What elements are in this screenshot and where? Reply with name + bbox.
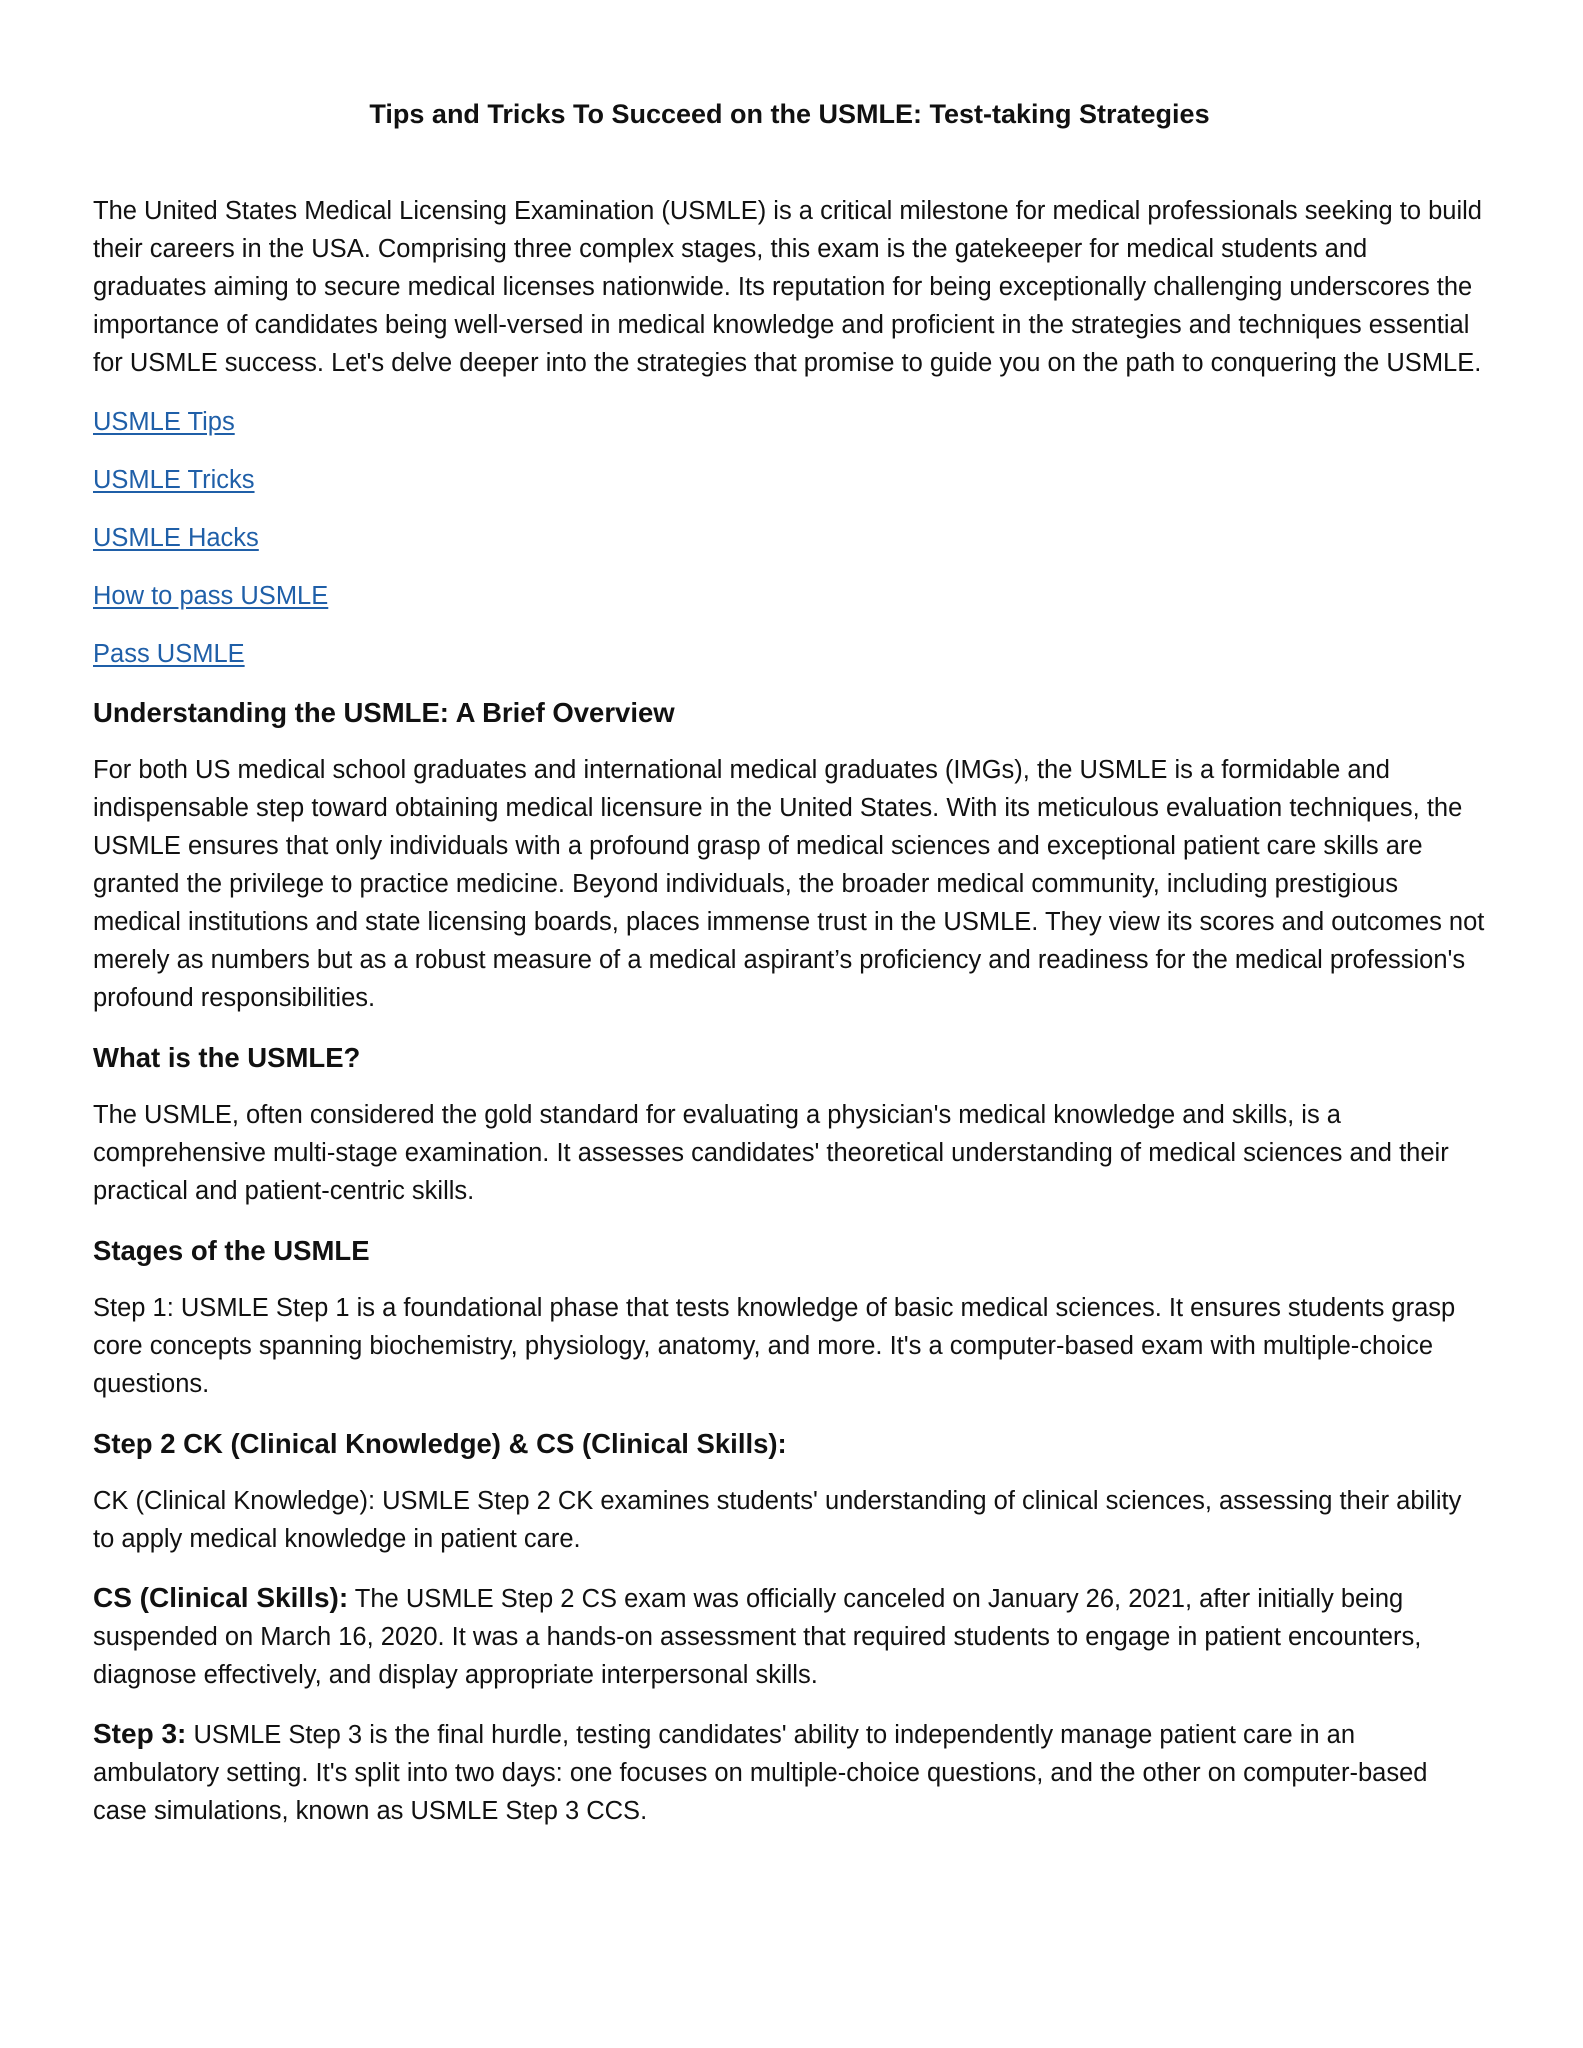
- step3-paragraph: [93, 1715, 1486, 1830]
- usmle-tricks-link[interactable]: USMLE Tricks: [93, 466, 255, 494]
- what-is-usmle-paragraph: The USMLE, often considered the gold standard for evaluating a physician's medical knowledge and skills, is a comprehensive multi-stage examination. It assesses candidates' theoretical understanding of medical sciences and their practical and patient-centric skills.: [93, 1101, 1449, 1205]
- document-title: Tips and Tricks To Succeed on the USMLE: Test-taking Strategies: [369, 99, 1210, 129]
- usmle-hacks-link[interactable]: USMLE Hacks: [93, 524, 259, 552]
- link-item: [93, 403, 1486, 441]
- step2-cs-label: CS (Clinical Skills):: [93, 1582, 349, 1613]
- step2-cs-paragraph: [93, 1579, 1486, 1694]
- stages-heading: Stages of the USMLE: [93, 1235, 370, 1266]
- step2-cs-body: The USMLE Step 2 CS exam was officially canceled on January 26, 2021, after initially being suspended on March 16, 2020. It was a hands-on assessment that required students to engage in patient encounters, diagnose effectively, and display appropriate interpersonal skills.: [93, 1585, 1422, 1689]
- usmle-tips-link[interactable]: USMLE Tips: [93, 408, 235, 436]
- link-item: [93, 577, 1486, 615]
- step3-body: USMLE Step 3 is the final hurdle, testing candidates' ability to independently manage patient care in an ambulatory setting. It's split into two days: one focuses on multiple-choice questions, and the other on computer-based case simulations, known as USMLE Step 3 CCS.: [93, 1721, 1428, 1825]
- link-item: [93, 519, 1486, 557]
- link-item: [93, 461, 1486, 499]
- link-item: [93, 635, 1486, 673]
- step1-paragraph: Step 1: USMLE Step 1 is a foundational phase that tests knowledge of basic medical sciences. It ensures students grasp core concepts spanning biochemistry, physiology, anatomy, and more. It's a computer-based exam with multiple-choice questions.: [93, 1294, 1456, 1398]
- step2-ck-paragraph: CK (Clinical Knowledge): USMLE Step 2 CK examines students' understanding of clinical sciences, assessing their ability to apply medical knowledge in patient care.: [93, 1487, 1462, 1553]
- related-links-list: [93, 403, 1486, 673]
- what-is-usmle-heading: What is the USMLE?: [93, 1042, 361, 1073]
- overview-paragraph: For both US medical school graduates and international medical graduates (IMGs), the USMLE is a formidable and indispensable step toward obtaining medical licensure in the United States. With its meticulous evaluation techniques, the USMLE ensures that only individuals with a profound grasp of medical sciences and exceptional patient care skills are granted the privilege to practice medicine. Beyond individuals, the broader medical community, including prestigious medical institutions and state licensing boards, places immense trust in the USMLE. They view its scores and outcomes not merely as numbers but as a robust measure of a medical aspirant’s proficiency and readiness for the medical profession's profound responsibilities.: [93, 756, 1485, 1012]
- step3-label: Step 3:: [93, 1718, 187, 1749]
- overview-heading: Understanding the USMLE: A Brief Overview: [93, 697, 675, 728]
- how-to-pass-usmle-link[interactable]: How to pass USMLE: [93, 582, 329, 610]
- step2-heading: Step 2 CK (Clinical Knowledge) & CS (Clinical Skills):: [93, 1428, 787, 1459]
- pass-usmle-link[interactable]: Pass USMLE: [93, 640, 245, 668]
- intro-paragraph: The United States Medical Licensing Examination (USMLE) is a critical milestone for medical professionals seeking to build their careers in the USA. Comprising three complex stages, this exam is the gatekeeper for medical students and graduates aiming to secure medical licenses nationwide. Its reputation for being exceptionally challenging underscores the importance of candidates being well-versed in medical knowledge and proficient in the strategies and techniques essential for USMLE success. Let's delve deeper into the strategies that promise to guide you on the path to conquering the USMLE.: [93, 197, 1482, 377]
